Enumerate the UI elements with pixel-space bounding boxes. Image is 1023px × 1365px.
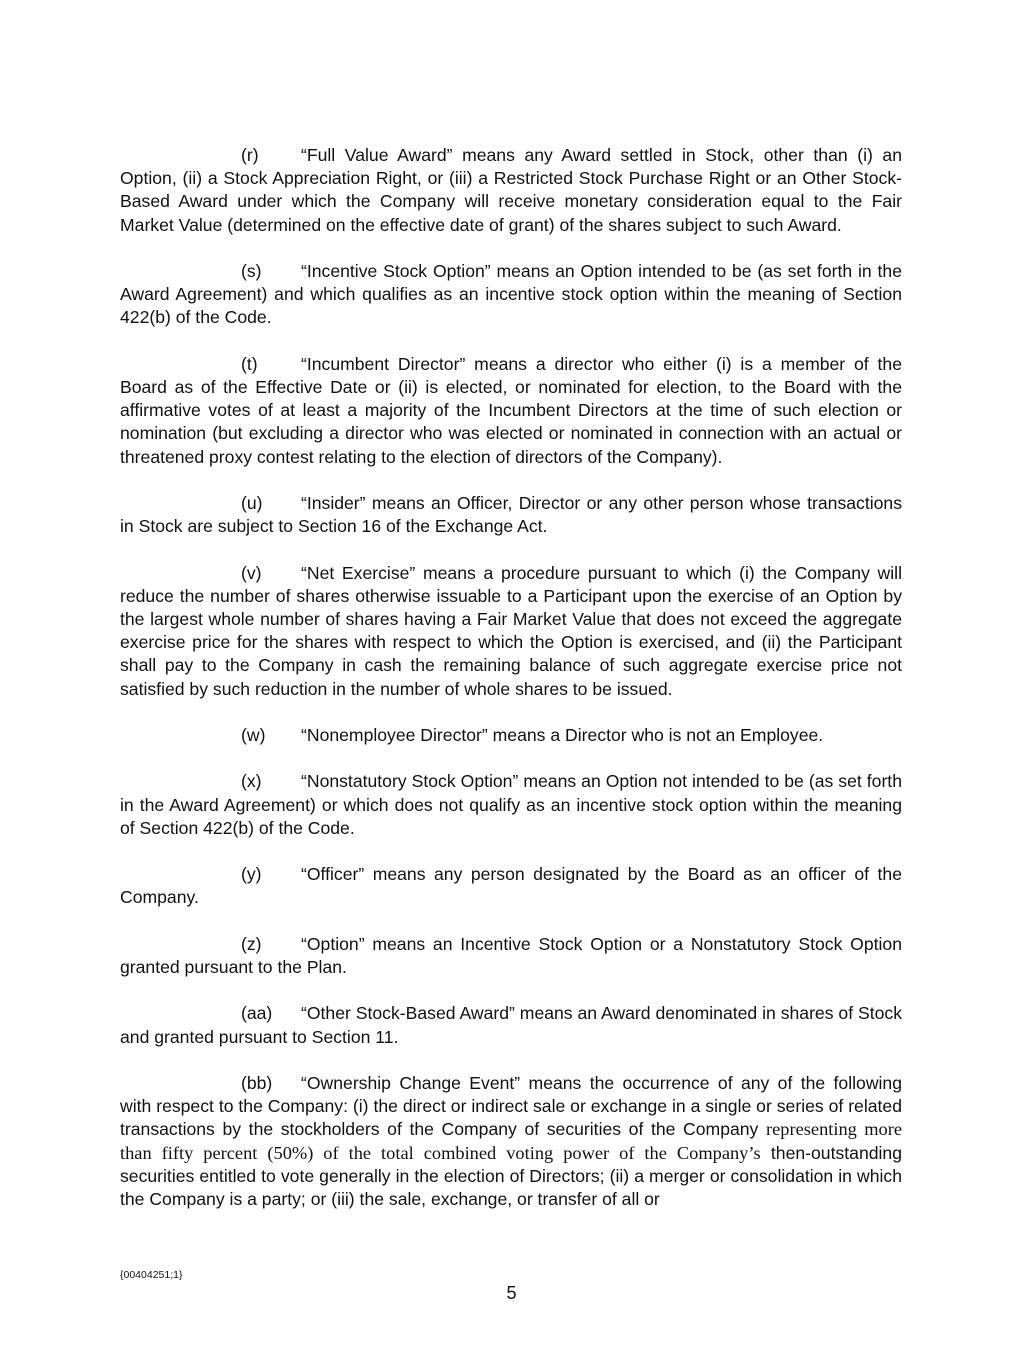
definition-label: (w) <box>241 725 266 745</box>
definition-term: “Full Value Award” <box>301 145 453 165</box>
definition-text: means a director who either (i) is a member of the Board as of the Effective Date or (ii) is elected, or nominated for election, to the Board with the affirmative votes of at least a majority of the Incumbent Directors at the time of such election or nomination (but excluding a director who was elected or nominated in connection with an actual or threatened proxy contest relating to the election of directors of the Company). <box>120 353 902 467</box>
definition-text: means an Officer, Director or any other person whose transactions in Stock are subject to Section 16 of the Exchange Act. <box>120 493 902 537</box>
definition-aa <box>120 1002 902 1048</box>
definition-term: “Nonstatutory Stock Option” <box>301 771 519 792</box>
definition-text: means any person designated by the Board as an officer of the Company. <box>120 864 902 908</box>
definition-term: “Net Exercise” <box>301 562 416 583</box>
definition-s <box>120 260 902 330</box>
definition-term: “Nonemployee Director” <box>301 725 488 745</box>
definition-x <box>120 770 902 840</box>
definition-text: means an Option intended to be (as set forth in the Award Agreement) and which qualifies as an incentive stock option within the meaning of Section 422(b) of the Code. <box>120 261 903 328</box>
definition-z <box>120 933 902 979</box>
definition-text: means an Option not intended to be (as set forth in the Award Agreement) or which does not qualify as an incentive stock option within the meaning of Section 422(b) of the Code. <box>120 771 902 838</box>
definition-text: then-outstanding securities entitled to vote generally in the election of Directors; (ii) a merger or consolidation in which the Company is a party; or (iii) the sale, exchange, or transfer of all or <box>120 1142 903 1209</box>
definition-term: “Incentive Stock Option” <box>301 261 491 281</box>
definition-label: (v) <box>241 562 262 583</box>
definitions-list <box>120 144 902 1211</box>
definition-label: (z) <box>241 933 262 954</box>
definition-term: “Ownership Change Event” <box>301 1072 521 1093</box>
definition-label: (r) <box>241 145 259 165</box>
definition-term: “Other Stock-Based Award” <box>301 1003 515 1024</box>
definition-r <box>120 144 902 237</box>
document-id: {00404251;1} <box>120 1269 183 1281</box>
definition-label: (t) <box>241 353 258 374</box>
definition-text-serif: representing more than fifty percent (50%) of the total combined voting power of the Company’s <box>120 1119 902 1163</box>
definition-term: “Officer” <box>301 864 365 885</box>
definition-text: means the occurrence of any of the following with respect to the Company: (i) the direct or indirect sale or exchange in a single or series of related transactions by the stockholders of the Company of securities of the Company <box>120 1072 903 1140</box>
definition-label: (y) <box>241 864 262 885</box>
definition-text: means an Incentive Stock Option or a Nonstatutory Stock Option granted pursuant to the Plan. <box>120 933 902 977</box>
definition-text: means an Award denominated in shares of Stock and granted pursuant to Section 11. <box>120 1003 903 1047</box>
definition-label: (bb) <box>241 1072 273 1093</box>
definition-bb <box>120 1072 902 1211</box>
definition-label: (s) <box>241 261 262 281</box>
definition-v <box>120 562 902 701</box>
page-number: 5 <box>506 1283 517 1303</box>
definition-term: “Option” <box>301 933 365 954</box>
definition-text: means any Award settled in Stock, other than (i) an Option, (ii) a Stock Appreciation Right, or (iii) a Restricted Stock Purchase Right or an Other Stock-Based Award under which the Company will receive monetary consideration equal to the Fair Market Value (determined on the effective date of grant) of the shares subject to such Award. <box>120 145 902 235</box>
definition-term: “Insider” <box>301 493 366 513</box>
definition-text: means a Director who is not an Employee. <box>487 725 824 745</box>
definition-w <box>120 724 902 747</box>
definition-u <box>120 492 902 538</box>
definition-label: (aa) <box>241 1003 273 1024</box>
definition-y <box>120 863 902 909</box>
definition-t <box>120 353 902 469</box>
definition-term: “Incumbent Director” <box>301 353 466 374</box>
definition-label: (x) <box>241 771 262 792</box>
definition-text: means a procedure pursuant to which (i) the Company will reduce the number of shares otherwise issuable to a Participant upon the exercise of an Option by the largest whole number of shares having a Fair Market Value that does not exceed the aggregate exercise price for the shares with respect to which the Option is exercised, and (ii) the Participant shall pay to the Company in cash the remaining balance of such aggregate exercise price not satisfied by such reduction in the number of whole shares to be issued. <box>120 562 902 699</box>
definition-label: (u) <box>241 493 263 513</box>
